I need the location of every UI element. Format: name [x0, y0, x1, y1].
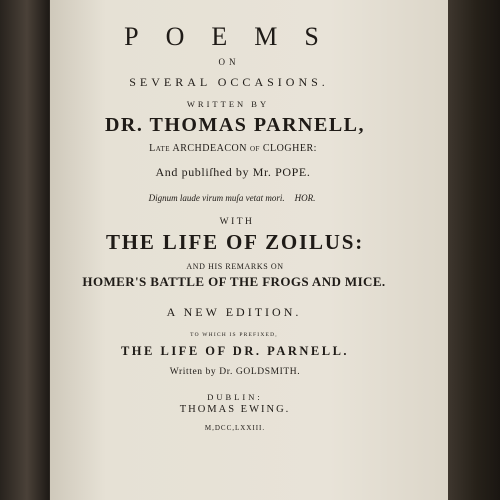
life-of-zoilus-title: THE LIFE OF ZOILUS:	[105, 230, 365, 254]
title-connector-on: ON	[218, 57, 240, 67]
author-title: Late ARCHDEACON of CLOGHER:	[149, 143, 317, 154]
remarks-label: AND HIS REMARKS ON	[186, 262, 284, 271]
book-title: POEMS	[124, 22, 346, 51]
epigraph-quote: Dignum laude virum muſa vetat mori.	[148, 193, 285, 203]
with-label: WITH	[219, 217, 255, 227]
edition-label: A NEW EDITION.	[166, 305, 302, 319]
epigraph-line	[149, 194, 316, 203]
book-background-right	[448, 0, 500, 500]
imprint-printer: THOMAS EWING.	[179, 404, 291, 415]
homer-battle-title: HOMER'S BATTLE OF THE FROGS AND MICE.	[82, 274, 386, 289]
life-of-parnell-title: THE LIFE OF DR. PARNELL.	[120, 344, 350, 358]
subtitle-several-occasions: SEVERAL OCCASIONS.	[129, 75, 329, 89]
goldsmith-credit: Written by Dr. GOLDSMITH.	[169, 367, 301, 377]
imprint-place: DUBLIN:	[207, 392, 263, 402]
book-binding-left	[0, 0, 49, 500]
prefixed-label: TO WHICH IS PREFIXED,	[190, 332, 278, 338]
publisher-credit: And publiſhed by Mr. POPE.	[155, 165, 311, 179]
epigraph-source: HOR.	[294, 193, 316, 203]
written-by-label: WRITTEN BY	[186, 99, 270, 109]
imprint-date: M,DCC,LXXIII.	[204, 424, 266, 432]
author-name: DR. THOMAS PARNELL,	[104, 114, 366, 136]
